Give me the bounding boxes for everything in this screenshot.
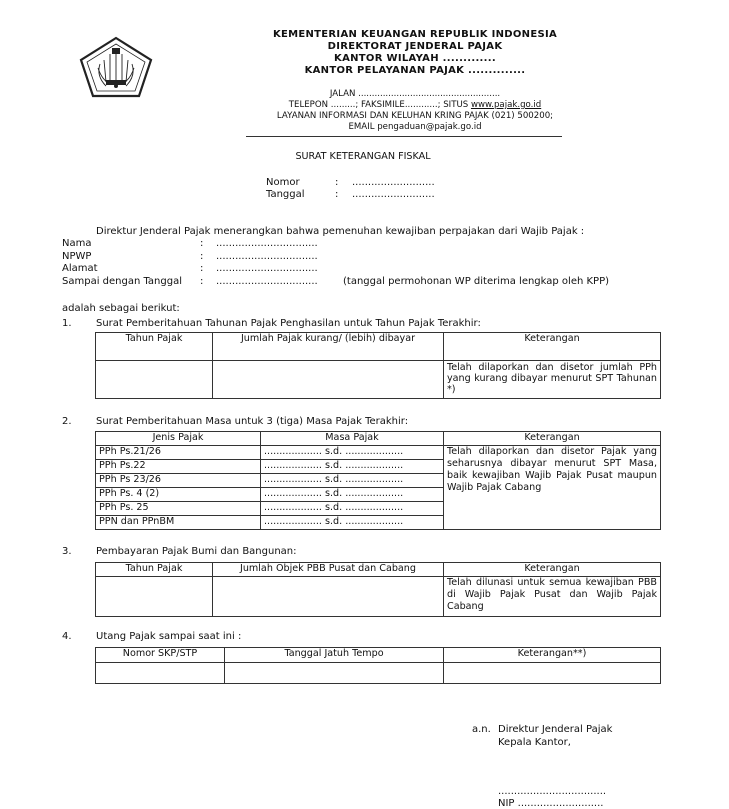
table-header: Jumlah Pajak kurang/ (lebih) dibayar	[213, 333, 444, 361]
table-header: Jenis Pajak	[96, 432, 261, 446]
masa-pajak-cell: ................... s.d. ...................	[261, 488, 444, 502]
signature-office: Kepala Kantor,	[498, 737, 571, 748]
tanggal-label: Tanggal	[266, 189, 305, 200]
field-value-sampai: ................................	[216, 276, 318, 287]
table-header: Keterangan**)	[444, 648, 661, 663]
field-note-sampai: (tanggal permohonan WP diterima lengkap oleh KPP)	[343, 276, 610, 287]
field-sep: :	[200, 238, 204, 249]
field-value-alamat: ................................	[216, 263, 318, 274]
table-header: Keterangan	[444, 432, 661, 446]
header-service-line: LAYANAN INFORMASI DAN KELUHAN KRING PAJAK (021) 500200;	[276, 111, 554, 121]
field-sep: :	[200, 263, 204, 274]
tanggal-value: ..........................	[352, 189, 435, 200]
field-label-alamat: Alamat	[62, 263, 98, 274]
table-header: Keterangan	[444, 563, 661, 577]
table-cell-keterangan: Telah dilaporkan dan disetor jumlah PPh yang kurang dibayar menurut SPT Tahunan *)	[444, 361, 661, 399]
table-cell-keterangan: Telah dilunasi untuk semua kewajiban PBB di Wajib Pajak Pusat dan Wajib Pajak Cabang	[444, 577, 661, 617]
ministry-emblem	[78, 36, 154, 98]
nomor-label: Nomor	[266, 177, 300, 188]
table-header: Tanggal Jatuh Tempo	[225, 648, 444, 663]
jenis-pajak-cell: PPh Ps.21/26	[96, 446, 261, 460]
jenis-pajak-cell: PPh Ps. 4 (2)	[96, 488, 261, 502]
header-address: JALAN ....................................................	[329, 89, 501, 99]
table-header: Tahun Pajak	[96, 333, 213, 361]
field-label-npwp: NPWP	[62, 251, 92, 262]
table-header: Masa Pajak	[261, 432, 444, 446]
table-cell-keterangan: Telah dilaporkan dan disetor Pajak yang seharusnya dibayar menurut SPT Masa, baik kewajiban Wajib Pajak Pusat maupun Wajib Pajak Cabang	[444, 446, 661, 530]
table-header: Keterangan	[444, 333, 661, 361]
section1-table	[95, 332, 661, 399]
adalah-text: adalah sebagai berikut:	[62, 303, 180, 314]
section4-title: Utang Pajak sampai saat ini :	[96, 631, 242, 642]
table-cell	[96, 577, 213, 617]
section3-table	[95, 562, 661, 617]
jenis-pajak-cell: PPh Ps.22	[96, 460, 261, 474]
header-email: EMAIL pengaduan@pajak.go.id	[348, 122, 482, 132]
header-tax-office: KANTOR PELAYANAN PAJAK ..............	[304, 65, 526, 76]
jenis-pajak-cell: PPh Ps. 25	[96, 502, 261, 516]
jenis-pajak-cell: PPh Ps 23/26	[96, 474, 261, 488]
section3-number: 3.	[62, 546, 72, 557]
field-sep: :	[200, 276, 204, 287]
masa-pajak-cell: ................... s.d. ...................	[261, 446, 444, 460]
nomor-sep: :	[335, 177, 339, 188]
section2-title: Surat Pemberitahuan Masa untuk 3 (tiga) Masa Pajak Terakhir:	[96, 416, 409, 427]
table-cell	[96, 663, 225, 684]
table-cell	[96, 361, 213, 399]
header-contact: TELEPON .........; FAKSIMILE............; SITUS www.pajak.go.id	[288, 100, 542, 110]
table-header: Tahun Pajak	[96, 563, 213, 577]
signature-an: a.n.	[472, 724, 491, 735]
signature-name-line: ..................................	[498, 786, 607, 797]
section4-table	[95, 647, 661, 684]
table-cell	[213, 361, 444, 399]
field-value-nama: ................................	[216, 238, 318, 249]
document-title: SURAT KETERANGAN FISKAL	[295, 151, 431, 162]
table-cell	[444, 663, 661, 684]
masa-pajak-cell: ................... s.d. ...................	[261, 516, 444, 530]
section4-number: 4.	[62, 631, 72, 642]
masa-pajak-cell: ................... s.d. ...................	[261, 502, 444, 516]
header-directorate: DIREKTORAT JENDERAL PAJAK	[327, 41, 503, 52]
masa-pajak-cell: ................... s.d. ...................	[261, 474, 444, 488]
signature-nip: NIP ...........................	[498, 798, 604, 809]
section1-title: Surat Pemberitahuan Tahunan Pajak Penghasilan untuk Tahun Pajak Terakhir:	[96, 318, 481, 329]
field-label-nama: Nama	[62, 238, 92, 249]
header-ministry: KEMENTERIAN KEUANGAN REPUBLIK INDONESIA	[272, 29, 558, 40]
nomor-value: ..........................	[352, 177, 435, 188]
header-divider	[246, 136, 562, 137]
header-regional-office: KANTOR WILAYAH .............	[334, 53, 496, 64]
field-sep: :	[200, 251, 204, 262]
table-header: Jumlah Objek PBB Pusat dan Cabang	[213, 563, 444, 577]
section2-table	[95, 431, 661, 530]
jenis-pajak-cell: PPN dan PPnBM	[96, 516, 261, 530]
signature-title: Direktur Jenderal Pajak	[498, 724, 613, 735]
masa-pajak-cell: ................... s.d. ...................	[261, 460, 444, 474]
table-cell	[213, 577, 444, 617]
section3-title: Pembayaran Pajak Bumi dan Bangunan:	[96, 546, 297, 557]
field-label-sampai: Sampai dengan Tanggal	[62, 276, 182, 287]
table-cell	[225, 663, 444, 684]
website-link[interactable]: www.pajak.go.id	[470, 100, 542, 110]
intro-text: Direktur Jenderal Pajak menerangkan bahwa pemenuhan kewajiban perpajakan dari Wajib Pajak :	[96, 226, 585, 237]
tanggal-sep: :	[335, 189, 339, 200]
field-value-npwp: ................................	[216, 251, 318, 262]
section1-number: 1.	[62, 318, 72, 329]
table-header: Nomor SKP/STP	[96, 648, 225, 663]
section2-number: 2.	[62, 416, 72, 427]
